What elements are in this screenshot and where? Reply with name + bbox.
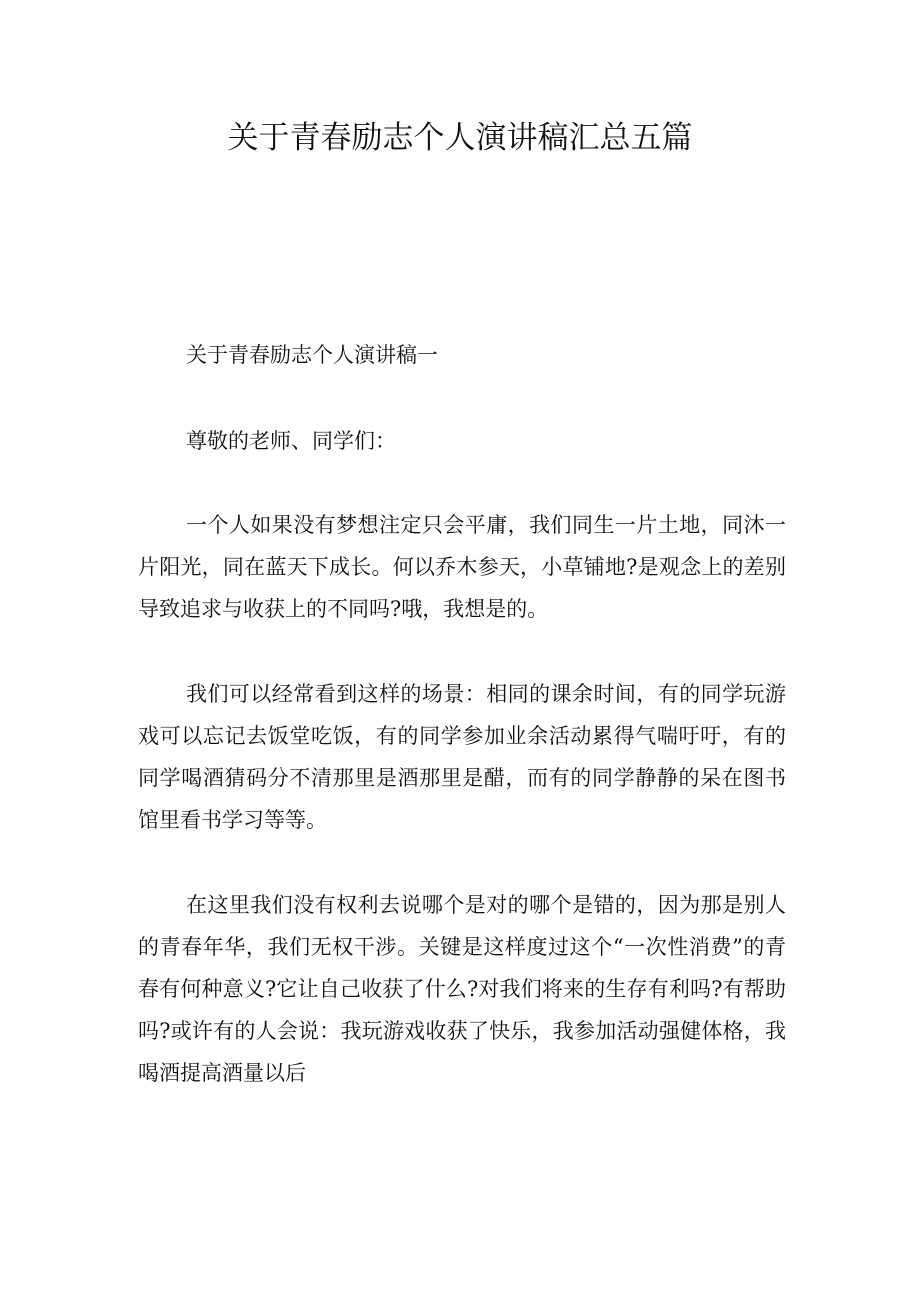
salutation: 尊敬的老师、同学们： (186, 429, 396, 453)
paragraph: 一个人如果没有梦想注定只会平庸，我们同生一片土地，同沐一片阳光，同在蓝天下成长。何以乔木参天，小草铺地?是观念上的差别导致追求与收获上的不同吗?哦，我想是的。 (138, 513, 786, 621)
paragraph: 在这里我们没有权利去说哪个是对的哪个是错的，因为那是别人的青春年华，我们无权干涉。关键是这样度过这个“一次性消费”的青春有何种意义?它让自己收获了什么?对我们将来的生存有利吗?有帮助吗?或许有的人会说：我玩游戏收获了快乐，我参加活动强健体格，我喝酒提高酒量以后 (138, 893, 786, 1085)
section-heading: 关于青春励志个人演讲稿一 (186, 343, 438, 367)
paragraph: 我们可以经常看到这样的场景：相同的课余时间，有的同学玩游戏可以忘记去饭堂吃饭，有的同学参加业余活动累得气喘吁吁，有的同学喝酒猜码分不清那里是酒那里是醋，而有的同学静静的呆在图书馆里看书学习等等。 (138, 682, 786, 832)
document-title: 关于青春励志个人演讲稿汇总五篇 (227, 120, 693, 156)
